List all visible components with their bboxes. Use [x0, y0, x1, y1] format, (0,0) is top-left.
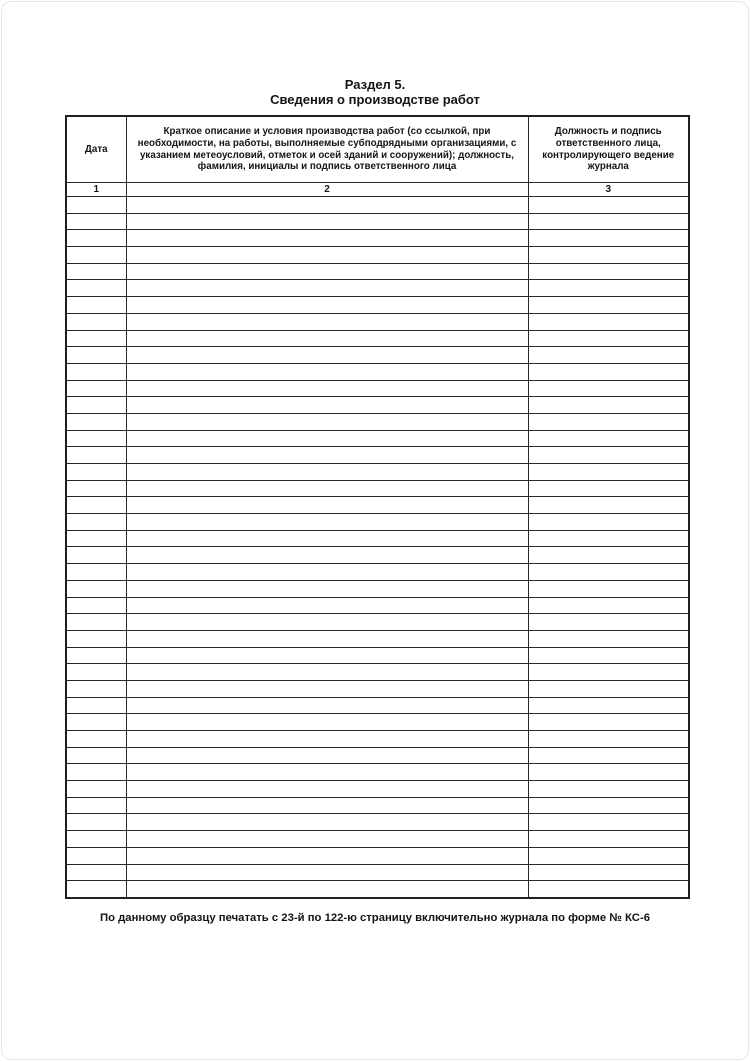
table-row	[66, 313, 689, 330]
empty-cell	[528, 764, 689, 781]
empty-cell	[126, 847, 528, 864]
table-row	[66, 213, 689, 230]
empty-cell	[126, 764, 528, 781]
table-row	[66, 864, 689, 881]
empty-cell	[528, 797, 689, 814]
empty-cell	[66, 797, 126, 814]
empty-cell	[66, 614, 126, 631]
empty-cell	[66, 313, 126, 330]
empty-cell	[66, 213, 126, 230]
table-row	[66, 263, 689, 280]
document-page	[1, 1, 749, 1060]
empty-cell	[66, 530, 126, 547]
table-row	[66, 881, 689, 898]
empty-cell	[66, 330, 126, 347]
empty-cell	[126, 313, 528, 330]
empty-cell	[126, 797, 528, 814]
empty-cell	[66, 781, 126, 798]
empty-cell	[528, 697, 689, 714]
empty-cell	[126, 881, 528, 898]
empty-cell	[528, 230, 689, 247]
table-row	[66, 380, 689, 397]
empty-cell	[66, 363, 126, 380]
empty-cell	[528, 197, 689, 214]
empty-cell	[66, 430, 126, 447]
empty-cell	[528, 397, 689, 414]
table-row	[66, 597, 689, 614]
empty-cell	[66, 397, 126, 414]
table-row	[66, 397, 689, 414]
empty-cell	[66, 764, 126, 781]
empty-cell	[126, 614, 528, 631]
table-row	[66, 430, 689, 447]
empty-cell	[66, 864, 126, 881]
table-row	[66, 764, 689, 781]
table-row	[66, 564, 689, 581]
empty-cell	[528, 547, 689, 564]
empty-cell	[126, 464, 528, 481]
empty-cell	[126, 197, 528, 214]
empty-cell	[66, 514, 126, 531]
table-row	[66, 197, 689, 214]
table-row	[66, 347, 689, 364]
col-header-description: Краткое описание и условия производства работ (со ссылкой, при необходимости, на работы, выполняемые субподрядными организациями, с указанием метеоусловий, отметок и осей зданий и сооружений); должность, фамилия, инициалы и подпись ответственного лица	[126, 116, 528, 183]
empty-cell	[528, 313, 689, 330]
empty-cell	[528, 630, 689, 647]
empty-cell	[528, 731, 689, 748]
empty-cell	[66, 230, 126, 247]
table-row	[66, 330, 689, 347]
empty-cell	[126, 397, 528, 414]
empty-cell	[66, 497, 126, 514]
empty-cell	[66, 564, 126, 581]
table-row	[66, 497, 689, 514]
empty-cell	[126, 263, 528, 280]
table-row	[66, 297, 689, 314]
footer-note: По данному образцу печатать с 23-й по 122-ю страницу включительно журнала по форме № КС-6	[99, 911, 651, 924]
empty-cell	[528, 881, 689, 898]
table-row	[66, 697, 689, 714]
empty-cell	[528, 297, 689, 314]
table-row	[66, 714, 689, 731]
empty-cell	[66, 197, 126, 214]
table-row	[66, 464, 689, 481]
empty-cell	[66, 680, 126, 697]
col-header-date: Дата	[66, 116, 126, 183]
table-row	[66, 630, 689, 647]
table-row	[66, 814, 689, 831]
table-row	[66, 647, 689, 664]
table-row	[66, 831, 689, 848]
empty-cell	[126, 514, 528, 531]
empty-cell	[126, 480, 528, 497]
empty-cell	[126, 630, 528, 647]
empty-cell	[126, 380, 528, 397]
empty-cell	[528, 480, 689, 497]
empty-cell	[66, 714, 126, 731]
empty-cell	[528, 781, 689, 798]
empty-cell	[126, 680, 528, 697]
empty-cell	[66, 247, 126, 264]
empty-cell	[126, 447, 528, 464]
table-body	[66, 197, 689, 898]
empty-cell	[528, 747, 689, 764]
empty-cell	[126, 230, 528, 247]
empty-cell	[528, 380, 689, 397]
empty-cell	[66, 814, 126, 831]
empty-cell	[66, 447, 126, 464]
table-row	[66, 614, 689, 631]
empty-cell	[66, 464, 126, 481]
empty-cell	[66, 580, 126, 597]
empty-cell	[528, 347, 689, 364]
empty-cell	[66, 280, 126, 297]
table-row	[66, 230, 689, 247]
empty-cell	[528, 413, 689, 430]
empty-cell	[66, 881, 126, 898]
table-row	[66, 280, 689, 297]
empty-cell	[126, 497, 528, 514]
empty-cell	[528, 614, 689, 631]
empty-cell	[528, 263, 689, 280]
table-row	[66, 363, 689, 380]
empty-cell	[528, 647, 689, 664]
col-header-signature: Должность и подпись ответственного лица, контролирующего ведение журнала	[528, 116, 689, 183]
table-row	[66, 547, 689, 564]
empty-cell	[66, 597, 126, 614]
empty-cell	[528, 680, 689, 697]
empty-cell	[126, 697, 528, 714]
empty-cell	[126, 714, 528, 731]
empty-cell	[66, 630, 126, 647]
empty-cell	[126, 747, 528, 764]
empty-cell	[528, 363, 689, 380]
empty-cell	[528, 714, 689, 731]
works-log-table	[65, 115, 690, 899]
empty-cell	[126, 814, 528, 831]
table-row	[66, 797, 689, 814]
empty-cell	[126, 363, 528, 380]
table-row	[66, 747, 689, 764]
empty-cell	[66, 347, 126, 364]
column-number-row	[66, 183, 689, 197]
empty-cell	[126, 297, 528, 314]
empty-cell	[126, 647, 528, 664]
empty-cell	[66, 831, 126, 848]
empty-cell	[528, 864, 689, 881]
empty-cell	[66, 731, 126, 748]
table-row	[66, 781, 689, 798]
empty-cell	[528, 831, 689, 848]
empty-cell	[66, 297, 126, 314]
empty-cell	[528, 464, 689, 481]
empty-cell	[126, 413, 528, 430]
empty-cell	[126, 330, 528, 347]
empty-cell	[528, 330, 689, 347]
empty-cell	[528, 814, 689, 831]
title-block	[2, 77, 748, 107]
empty-cell	[528, 597, 689, 614]
table-row	[66, 530, 689, 547]
empty-cell	[66, 547, 126, 564]
table-row	[66, 480, 689, 497]
table-row	[66, 247, 689, 264]
empty-cell	[126, 781, 528, 798]
empty-cell	[528, 280, 689, 297]
table-row	[66, 664, 689, 681]
empty-cell	[66, 263, 126, 280]
empty-cell	[528, 664, 689, 681]
empty-cell	[66, 413, 126, 430]
table-row	[66, 680, 689, 697]
empty-cell	[126, 731, 528, 748]
table-row	[66, 580, 689, 597]
col-number-3: 3	[528, 183, 689, 197]
empty-cell	[528, 213, 689, 230]
empty-cell	[126, 597, 528, 614]
empty-cell	[66, 480, 126, 497]
section-title: Раздел 5.	[344, 77, 406, 92]
empty-cell	[66, 380, 126, 397]
empty-cell	[126, 247, 528, 264]
empty-cell	[126, 664, 528, 681]
empty-cell	[126, 547, 528, 564]
empty-cell	[126, 530, 528, 547]
section-subtitle: Сведения о производстве работ	[270, 92, 480, 107]
table-row	[66, 413, 689, 430]
empty-cell	[66, 847, 126, 864]
col-number-1: 1	[66, 183, 126, 197]
table-header-row	[66, 116, 689, 183]
empty-cell	[528, 564, 689, 581]
empty-cell	[528, 847, 689, 864]
empty-cell	[528, 497, 689, 514]
empty-cell	[66, 647, 126, 664]
empty-cell	[126, 564, 528, 581]
table-row	[66, 731, 689, 748]
empty-cell	[528, 447, 689, 464]
col-number-2: 2	[126, 183, 528, 197]
table-row	[66, 514, 689, 531]
empty-cell	[126, 831, 528, 848]
empty-cell	[528, 530, 689, 547]
empty-cell	[126, 213, 528, 230]
empty-cell	[66, 697, 126, 714]
empty-cell	[66, 664, 126, 681]
empty-cell	[126, 280, 528, 297]
empty-cell	[126, 430, 528, 447]
empty-cell	[528, 580, 689, 597]
empty-cell	[528, 247, 689, 264]
empty-cell	[528, 514, 689, 531]
empty-cell	[126, 347, 528, 364]
table-row	[66, 847, 689, 864]
empty-cell	[528, 430, 689, 447]
empty-cell	[126, 580, 528, 597]
empty-cell	[126, 864, 528, 881]
empty-cell	[66, 747, 126, 764]
table-row	[66, 447, 689, 464]
